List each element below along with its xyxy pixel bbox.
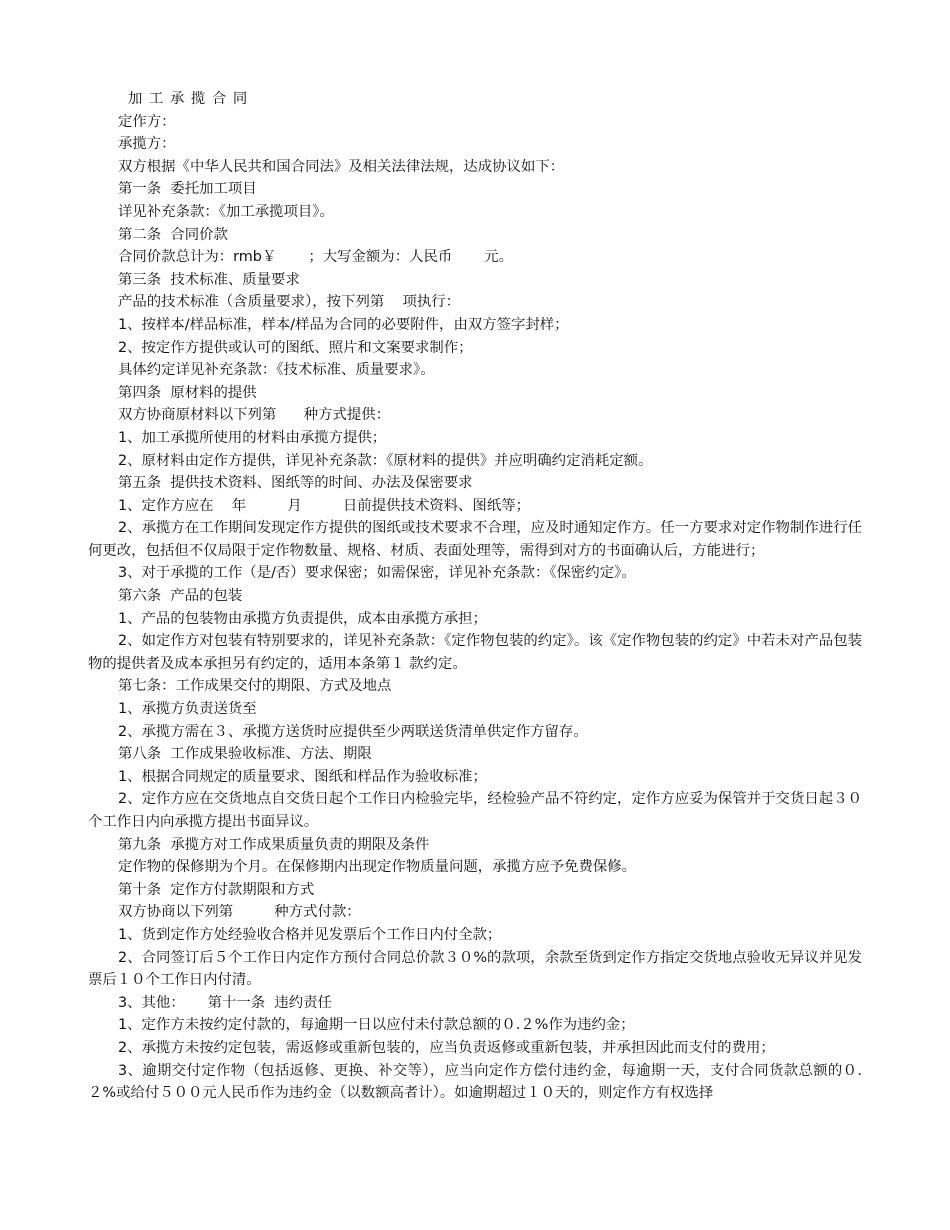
- contract-line: 第十条 定作方付款期限和方式: [118, 881, 315, 898]
- contract-line: 第三条 技术标准、质量要求: [118, 271, 300, 288]
- contract-line: 1、货到定作方处经验收合格并见发票后个工作日内付全款；: [118, 926, 502, 943]
- contract-title: 加 工 承 揽 合 同: [128, 91, 249, 107]
- contract-line: 1、根据合同规定的质量要求、图纸和样品作为验收标准；: [118, 768, 487, 785]
- contract-line: 2、承揽方未按约定包装，需返修或重新包装的，应当负责返修或重新包装，并承担因此而支付的费用；: [118, 1039, 775, 1056]
- contract-line: 详见补充条款：《加工承揽项目》。: [118, 203, 334, 220]
- contract-line: 1、按样本/样品标准，样本/样品为合同的必要附件，由双方签字封样；: [118, 316, 569, 333]
- contract-paragraph: 2、承揽方在工作期间发现定作方提供的图纸或技术要求不合理，应及时通知定作方。任一方要求对定作物制作进行任何更改，包括但不仅局限于定作物数量、规格、材质、表面处理等，需得到对方的书面确认后，方能进行；: [88, 520, 862, 559]
- contract-line: 双方根据《中华人民共和国合同法》及相关法律法规，达成协议如下：: [118, 158, 565, 175]
- contract-line: 1、定作方应在 年 月 日前提供技术资料、图纸等；: [118, 497, 530, 514]
- contract-paragraph: 3、对于承揽的工作（是/否）要求保密；如需保密，详见补充条款：《保密约定》。: [118, 565, 636, 582]
- contract-paragraph: 2、合同签订后５个工作日内定作方预付合同总价款３０%的款项，余款至货到定作方指定交货地点验收无异议并见发票后１０个工作日内付清。: [88, 949, 862, 989]
- contract-line: 第二条 合同价款: [118, 226, 228, 243]
- contract-line: 具体约定详见补充条款：《技术标准、质量要求》。: [118, 362, 435, 379]
- contract-line: 1、加工承揽所使用的材料由承揽方提供；: [118, 429, 387, 446]
- contract-line: 双方协商以下列第 种方式付款：: [118, 904, 361, 921]
- contract-line: 第八条 工作成果验收标准、方法、期限: [118, 746, 372, 763]
- contract-line: 2、原材料由定作方提供，详见补充条款：《原材料的提供》并应明确约定消耗定额。: [118, 452, 653, 469]
- contract-line: 第六条 产品的包装: [118, 588, 243, 605]
- contract-line: 1、承揽方负责送货至: [118, 701, 257, 718]
- contract-line: 1、定作方未按约定付款的，每逾期一日以应付未付款总额的０.２%作为违约金；: [118, 1017, 635, 1034]
- contract-paragraph: 2、如定作方对包装有特别要求的，详见补充条款：《定作物包装的约定》。该《定作物包装的约定》中若未对产品包装物的提供者及成本承担另有约定的，适用本条第１ 款约定。: [88, 633, 862, 672]
- contract-line: 第四条 原材料的提供: [118, 384, 257, 401]
- contract-line: 第九条 承揽方对工作成果质量负责的期限及条件: [118, 836, 430, 853]
- contract-line: 产品的技术标准（含质量要求），按下列第 项执行：: [118, 294, 461, 311]
- contract-line: 2、承揽方需在３、承揽方送货时应提供至少两联送货清单供定作方留存。: [118, 723, 588, 740]
- contract-line: 双方协商原材料以下列第 种方式提供：: [118, 407, 391, 424]
- contract-line: 第一条 委托加工项目: [118, 181, 257, 198]
- contract-line: 第五条 提供技术资料、图纸等的时间、办法及保密要求: [118, 475, 473, 492]
- contract-paragraph: 3、逾期交付定作物（包括返修、更换、补交等），应当向定作方偿付违约金，每逾期一天，支付合同货款总额的０.２%或给付５００元人民币作为违约金（以数额高者计）。如逾期超过１０天的，则定作方有权选择: [88, 1062, 862, 1102]
- contract-body: [88, 88, 862, 1105]
- contract-line: 第七条：工作成果交付的期限、方式及地点: [118, 678, 392, 695]
- contract-line: 1、产品的包装物由承揽方负责提供，成本由承揽方承担；: [118, 610, 487, 627]
- contract-paragraph: 2、定作方应在交货地点自交货日起个工作日内检验完毕，经检验产品不符约定，定作方应妥为保管并于交货日起３０个工作日内向承揽方提出书面异议。: [88, 791, 862, 830]
- contract-line: 定作方：: [118, 113, 176, 130]
- contract-line: 2、按定作方提供或认可的图纸、照片和文案要求制作；: [118, 339, 473, 356]
- contract-line: 合同价款总计为：rmb￥ ；大写金额为：人民币 元。: [118, 249, 514, 266]
- contract-line: 定作物的保修期为个月。在保修期内出现定作物质量问题，承揽方应予免费保修。: [118, 859, 637, 876]
- contract-line: 3、其他： 第十一条 违约责任: [118, 994, 332, 1011]
- contract-line: 承揽方：: [118, 136, 176, 153]
